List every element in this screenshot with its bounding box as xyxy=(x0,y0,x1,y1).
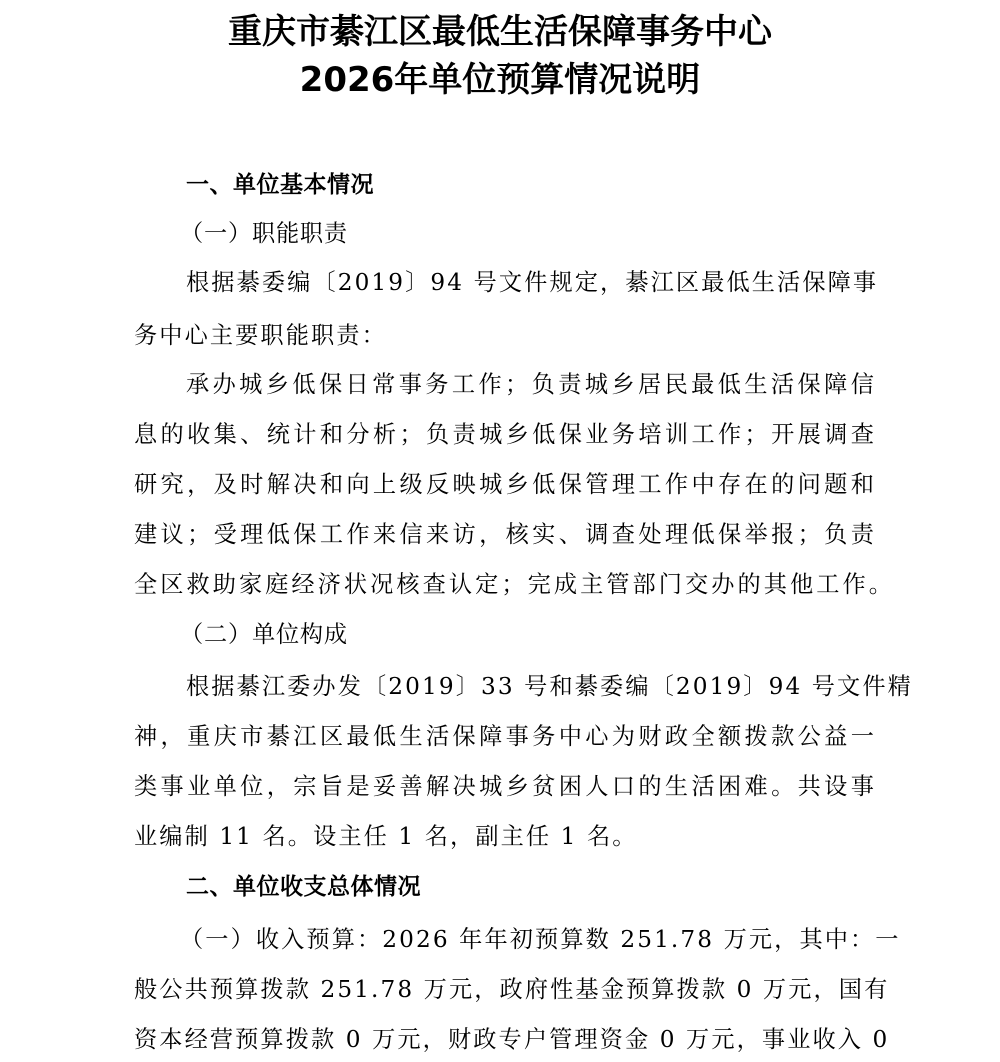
paragraph-line: 根据綦委编〔2019〕94 号文件规定，綦江区最低生活保障事 xyxy=(186,269,879,296)
paragraph-line: 全区救助家庭经济状况核查认定；完成主管部门交办的其他工作。 xyxy=(134,571,894,598)
paragraph-line: 建议；受理低保工作来信来访，核实、调查处理低保举报；负责 xyxy=(134,521,876,548)
paragraph-line: 研究，及时解决和向上级反映城乡低保管理工作中存在的问题和 xyxy=(134,471,876,498)
paragraph-line: 业编制 11 名。设主任 1 名，副主任 1 名。 xyxy=(134,823,638,850)
paragraph-line: 息的收集、统计和分析；负责城乡低保业务培训工作；开展调查 xyxy=(134,421,876,448)
paragraph-line: 根据綦江委办发〔2019〕33 号和綦委编〔2019〕94 号文件精 xyxy=(186,673,913,700)
section-heading-basic-info: 一、单位基本情况 xyxy=(186,172,374,198)
paragraph-line: 资本经营预算拨款 0 万元，财政专户管理资金 0 万元，事业收入 0 xyxy=(134,1026,890,1053)
paragraph-line: （一）收入预算：2026 年年初预算数 251.78 万元，其中：一 xyxy=(180,926,901,953)
paragraph-line: 般公共预算拨款 251.78 万元，政府性基金预算拨款 0 万元，国有 xyxy=(134,976,890,1003)
section-heading-income-expense: 二、单位收支总体情况 xyxy=(186,874,421,900)
document-title-line2: 2026年单位预算情况说明 xyxy=(299,60,701,100)
paragraph-line: 类事业单位，宗旨是妥善解决城乡贫困人口的生活困难。共设事 xyxy=(134,773,876,800)
document-title-line1: 重庆市綦江区最低生活保障事务中心 xyxy=(228,12,772,52)
paragraph-line: 务中心主要职能职责： xyxy=(134,322,387,349)
subsection-heading-composition: （二）单位构成 xyxy=(180,621,348,648)
paragraph-line: 神，重庆市綦江区最低生活保障事务中心为财政全额拨款公益一 xyxy=(134,723,876,750)
paragraph-line: 承办城乡低保日常事务工作；负责城乡居民最低生活保障信 xyxy=(186,371,876,398)
subsection-heading-duties: （一）职能职责 xyxy=(180,220,348,247)
